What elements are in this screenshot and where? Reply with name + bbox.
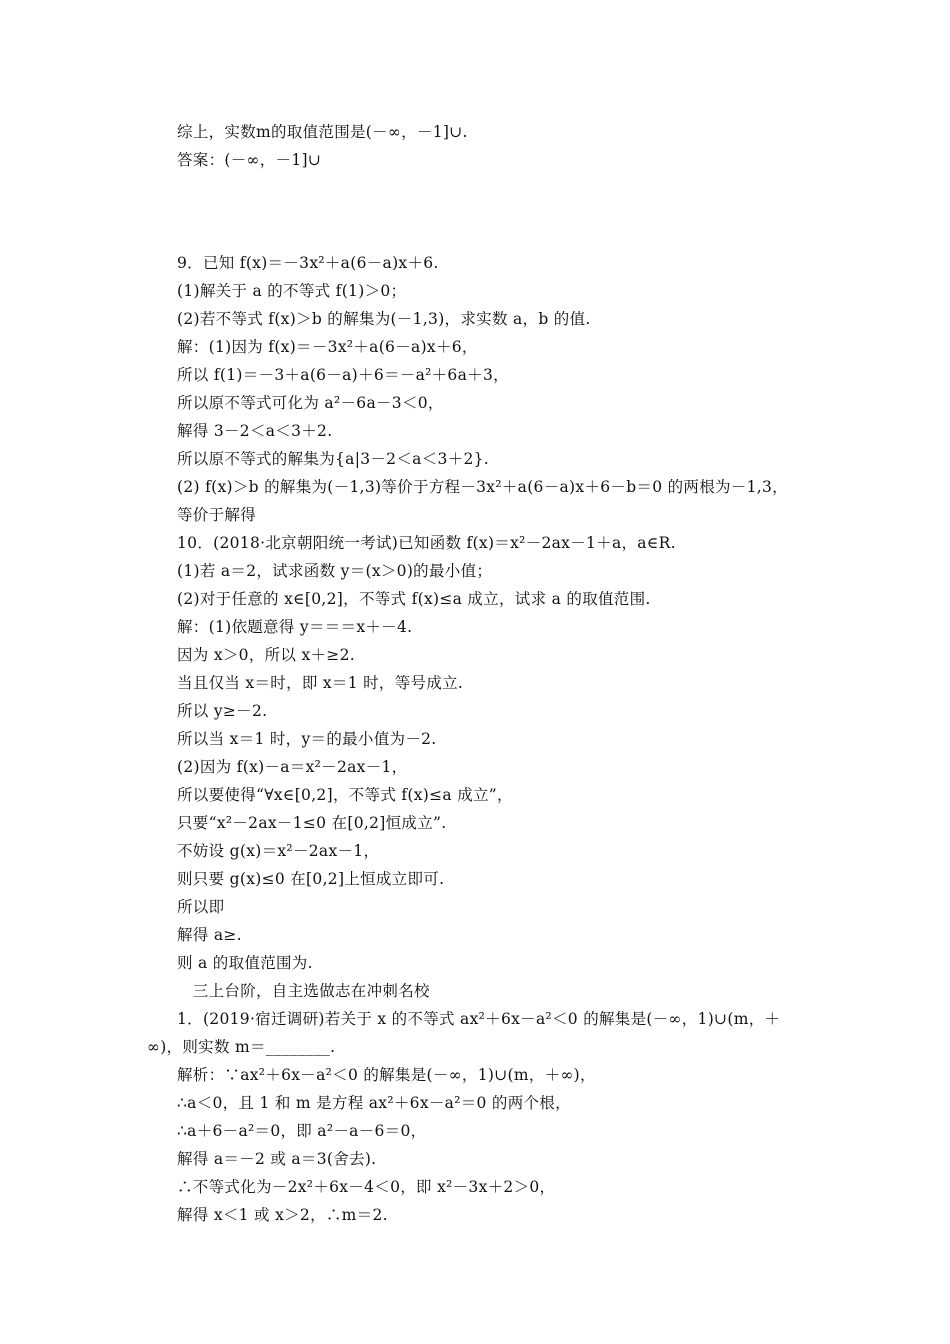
section-heading: 三上台阶，自主选做志在冲刺名校	[177, 982, 430, 1000]
text-line: 不妨设 g(x)＝x²－2ax－1，	[177, 842, 380, 860]
text-line: 等价于解得	[177, 506, 257, 524]
text-line: 解得 3－2＜a＜3＋2.	[177, 422, 333, 440]
text-line: 则 a 的取值范围为.	[177, 954, 313, 972]
text-line: 所以 f(1)＝－3＋a(6－a)＋6＝－a²＋6a＋3，	[177, 366, 509, 384]
problem-heading: 10．(2018·北京朝阳统一考试)已知函数 f(x)＝x²－2ax－1＋a，a∈R.	[177, 534, 676, 552]
text-line: 所以即	[177, 898, 225, 916]
text-line: 解得 a≥.	[177, 926, 242, 944]
text-line: ∴a＜0，且 1 和 m 是方程 ax²＋6x－a²＝0 的两个根，	[177, 1094, 571, 1112]
text-line: 解得 x＜1 或 x＞2，∴m＝2.	[177, 1206, 388, 1224]
text-line: (2)因为 f(x)－a＝x²－2ax－1，	[177, 758, 408, 776]
text-line: 因为 x＞0，所以 x＋≥2.	[177, 646, 355, 664]
text-line: 解：(1)因为 f(x)＝－3x²＋a(6－a)x＋6，	[177, 338, 478, 356]
text-line: 只要“x²－2ax－1≤0 在[0,2]恒成立”.	[177, 814, 447, 832]
text-line: 解得 a＝－2 或 a＝3(舍去).	[177, 1150, 377, 1168]
text-line: 解析：∵ax²＋6x－a²＜0 的解集是(－∞，1)∪(m，＋∞)，	[177, 1066, 596, 1084]
text-line: (2) f(x)＞b 的解集为(－1,3)等价于方程－3x²＋a(6－a)x＋6－b＝0 的两根为－1,3，	[177, 478, 788, 496]
text-line: 当且仅当 x＝时，即 x＝1 时，等号成立.	[177, 674, 464, 692]
text-line: 所以 y≥－2.	[177, 702, 268, 720]
text-line: ∞)，则实数 m＝________.	[147, 1038, 336, 1056]
text-line: 则只要 g(x)≤0 在[0,2]上恒成立即可.	[177, 870, 445, 888]
text-line: ∴不等式化为－2x²＋6x－4＜0，即 x²－3x＋2＞0，	[177, 1178, 556, 1196]
text-line: 所以原不等式可化为 a²－6a－3＜0，	[177, 394, 444, 412]
text-line: (1)解关于 a 的不等式 f(1)＞0；	[177, 282, 407, 300]
text-line: (2)若不等式 f(x)＞b 的解集为(－1,3)，求实数 a，b 的值.	[177, 310, 591, 328]
problem-heading: 1．(2019·宿迁调研)若关于 x 的不等式 ax²＋6x－a²＜0 的解集是(－∞，1)∪(m，＋	[177, 1010, 781, 1028]
text-line: 所以要使得“∀x∈[0,2]，不等式 f(x)≤a 成立”，	[177, 786, 513, 804]
problem-heading: 9．已知 f(x)＝－3x²＋a(6－a)x＋6.	[177, 254, 439, 272]
text-line: ∴a＋6－a²＝0，即 a²－a－6＝0，	[177, 1122, 427, 1140]
text-line: 所以原不等式的解集为{a|3－2＜a＜3＋2}.	[177, 450, 490, 468]
text-line: 所以当 x＝1 时，y＝的最小值为－2.	[177, 730, 437, 748]
text-line: 综上，实数m的取值范围是(－∞，－1]∪.	[177, 123, 468, 141]
text-line: (1)若 a＝2，试求函数 y＝(x＞0)的最小值；	[177, 562, 493, 580]
text-line: 解：(1)依题意得 y＝＝＝x＋－4.	[177, 618, 413, 636]
text-line: 答案：(－∞，－1]∪	[177, 151, 322, 169]
text-line: (2)对于任意的 x∈[0,2]，不等式 f(x)≤a 成立，试求 a 的取值范围.	[177, 590, 651, 608]
